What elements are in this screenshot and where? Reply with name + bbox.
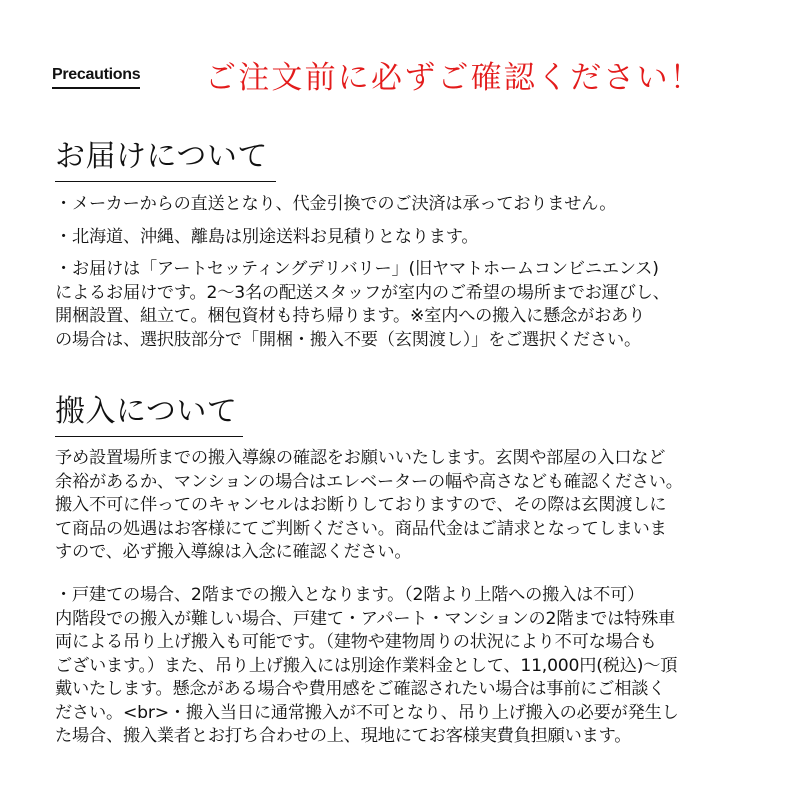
delivery-note-service: ・お届けは「アートセッティングデリバリー」(旧ヤマトホームコンビニエンス) によるお届けです。2〜3名の配送スタッフが室内のご希望の場所までお運びし、 開梱設置、組立て。梱包資材も持ち帰ります。※室内への搬入に懸念がおあり の場合は、選択肢部分で「開梱・搬入不要（玄関渡し）」をご選択ください。	[55, 259, 670, 350]
delivery-note-direct-shipping: ・メーカーからの直送となり、代金引換でのご決済は承っておりません。	[55, 194, 617, 214]
precautions-label: Precautions	[52, 66, 140, 89]
carry-in-floor-paragraph: ・戸建ての場合、2階までの搬入となります。（2階より上階への搬入は不可） 内階段での搬入が難しい場合、戸建て・アパート・マンションの2階までは特殊車 両による吊り上げ搬入も可能です。（建物や建物周りの状況により不可な場合も ございます。）また、吊り上げ搬入には別途作業料金として、11,000円(税込)〜頂 戴いたします。懸念がある場合や費用感をご確認されたい場合は事前にご相談く ださい。<br>・搬入当日に通常搬入が不可となり、吊り上げ搬入の必要が発生し た場合、搬入業者とお打ち合わせの上、現地にてお客様実費負担願います。	[55, 585, 679, 746]
delivery-section-title: お届けについて	[55, 140, 276, 182]
carry-in-route-paragraph: 予め設置場所までの搬入導線の確認をお願いいたします。玄関や部屋の入口など 余裕があるか、マンションの場合はエレベーターの幅や高さなども確認ください。 搬入不可に伴ってのキャンセルはお断りしておりますので、その際は玄関渡しに て商品の処遇はお客様にてご判断ください。商品代金はご請求となってしまいま すので、必ず搬入導線は入念に確認ください。	[55, 448, 683, 562]
carry-in-section-title: 搬入について	[55, 395, 243, 437]
order-notice-heading: ご注文前に必ずご確認ください！	[205, 60, 703, 96]
delivery-note-remote-areas: ・北海道、沖縄、離島は別途送料お見積りとなります。	[55, 227, 479, 247]
